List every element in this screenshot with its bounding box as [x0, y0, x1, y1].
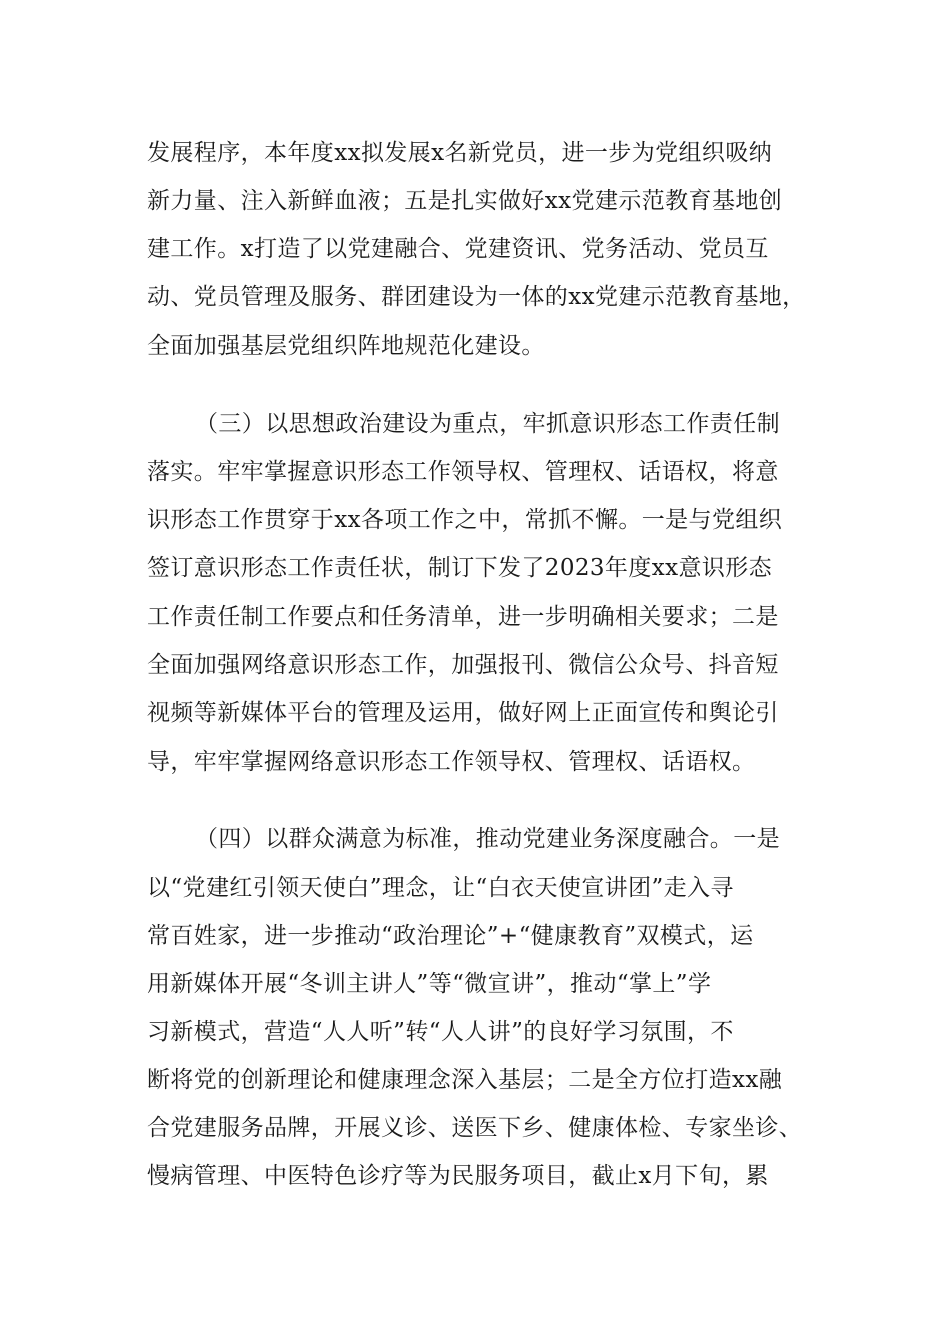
text-line: 视频等新媒体平台的管理及运用，做好网上正面宣传和舆论引: [147, 700, 779, 726]
text-line: 习新模式，营造“人人听”转“人人讲”的良好学习氛围，不: [147, 1019, 734, 1045]
text-line: 动、党员管理及服务、群团建设为一体的xx党建示范教育基地，: [147, 284, 806, 310]
section-heading-line: （三）以思想政治建设为重点，牢抓意识形态工作责任制: [195, 411, 780, 437]
text-line: 常百姓家，进一步推动“政治理论”+“健康教育”双模式，运: [147, 923, 754, 949]
text-line: 落实。牢牢掌握意识形态工作领导权、管理权、话语权，将意: [147, 459, 779, 485]
text-line: 合党建服务品牌，开展义诊、送医下乡、健康体检、专家坐诊、: [147, 1115, 803, 1141]
text-line: 断将党的创新理论和健康理念深入基层；二是全方位打造xx融: [147, 1067, 783, 1093]
text-line: 全面加强基层党组织阵地规范化建设。: [147, 333, 545, 359]
text-line: 新力量、注入新鲜血液；五是扎实做好xx党建示范教育基地创: [147, 188, 783, 214]
text-line: 建工作。x打造了以党建融合、党建资讯、党务活动、党员互: [147, 236, 769, 262]
section-heading-line: （四）以群众满意为标准，推动党建业务深度融合。一是: [195, 826, 780, 852]
text-line: 发展程序，本年度xx拟发展x名新党员，进一步为党组织吸纳: [147, 140, 773, 166]
text-line: 签订意识形态工作责任状，制订下发了2023年度xx意识形态: [147, 555, 773, 581]
text-line: 慢病管理、中医特色诊疗等为民服务项目，截止x月下旬，累: [147, 1163, 769, 1189]
text-line: 用新媒体开展“冬训主讲人”等“微宣讲”，推动“掌上”学: [147, 971, 712, 997]
text-line: 工作责任制工作要点和任务清单，进一步明确相关要求；二是: [147, 604, 779, 630]
text-line: 导，牢牢掌握网络意识形态工作领导权、管理权、话语权。: [147, 749, 756, 775]
text-line: 以“党建红引领天使白”理念，让“白衣天使宣讲团”走入寻: [147, 875, 734, 901]
text-line: 全面加强网络意识形态工作，加强报刊、微信公众号、抖音短: [147, 652, 779, 678]
text-line: 识形态工作贯穿于xx各项工作之中，常抓不懈。一是与党组织: [147, 507, 783, 533]
